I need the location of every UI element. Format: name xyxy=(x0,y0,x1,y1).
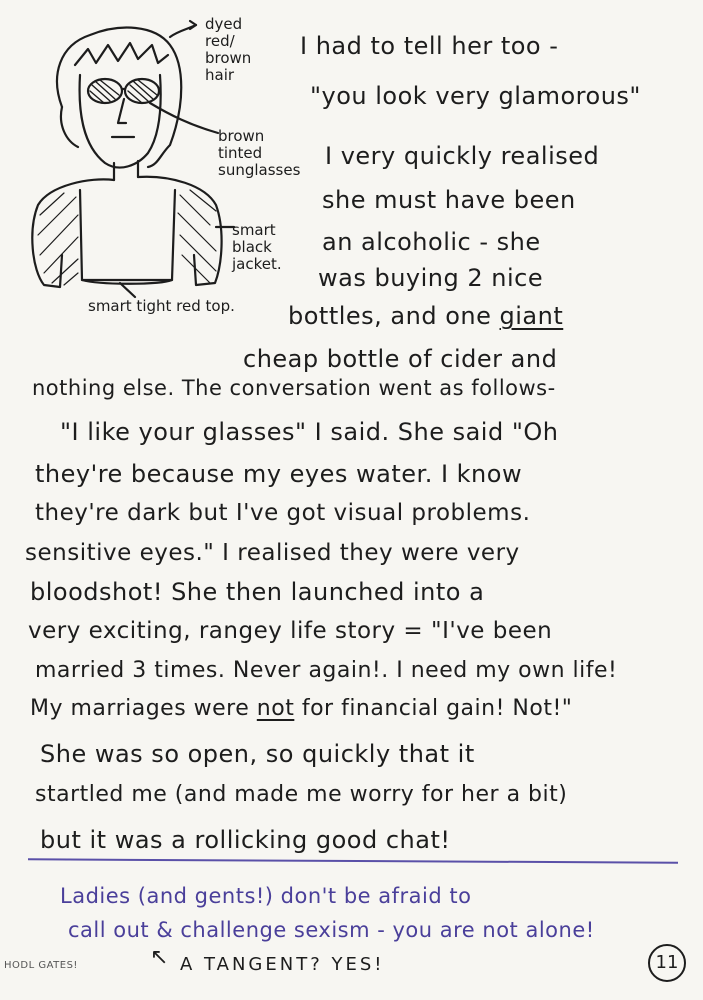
tangent-arrow-icon: ↖ xyxy=(150,945,169,970)
underlined-not: not xyxy=(256,696,295,721)
page-number: 11 xyxy=(648,944,686,982)
text-line-15: very exciting, rangey life story = "I've been xyxy=(28,618,553,644)
text-line-12: they're dark but I've got visual problems. xyxy=(35,500,531,526)
jacket-outline xyxy=(32,179,114,287)
text-line-7 xyxy=(288,302,563,330)
text-line-17-a: My marriages were xyxy=(30,696,250,721)
text-line-3: I very quickly realised xyxy=(325,142,600,170)
divider-line xyxy=(28,858,678,863)
text-line-8: cheap bottle of cider and xyxy=(243,345,558,373)
underlined-giant: giant xyxy=(499,302,564,330)
text-line-18: She was so open, so quickly that it xyxy=(40,740,475,768)
text-line-10: "I like your glasses" I said. She said "Oh xyxy=(60,418,559,446)
footer-line-1: Ladies (and gents!) don't be afraid to xyxy=(60,884,472,908)
hair-fringe xyxy=(75,43,168,65)
text-line-17 xyxy=(30,696,572,721)
text-line-9: nothing else. The conversation went as follows- xyxy=(32,376,556,400)
text-line-17-b: for financial gain! Not!" xyxy=(301,696,573,721)
text-line-6: was buying 2 nice xyxy=(318,264,544,292)
text-line-7-a: bottles, and one xyxy=(288,302,492,330)
tangent-note: A TANGENT? YES! xyxy=(180,954,385,975)
text-line-16: married 3 times. Never again!. I need my own life! xyxy=(35,658,618,683)
stamp-text: HODL GATES! xyxy=(4,960,78,971)
top-outline xyxy=(80,190,175,280)
jacket-label: smart black jacket. xyxy=(232,221,282,273)
text-line-13: sensitive eyes." I realised they were very xyxy=(25,540,520,566)
text-line-14: bloodshot! She then launched into a xyxy=(30,578,485,606)
text-line-4: she must have been xyxy=(322,186,576,214)
text-line-20: but it was a rollicking good chat! xyxy=(40,826,451,854)
hair-label: dyed red/ brown hair xyxy=(205,15,252,84)
text-line-19: startled me (and made me worry for her a bit) xyxy=(35,782,568,807)
top-label: smart tight red top. xyxy=(88,297,235,315)
text-line-11: they're because my eyes water. I know xyxy=(35,460,523,488)
text-line-1: I had to tell her too - xyxy=(300,32,559,60)
footer-line-2: call out & challenge sexism - you are not alone! xyxy=(68,918,595,942)
glasses-label: brown tinted sunglasses xyxy=(218,127,301,179)
text-line-2: "you look very glamorous" xyxy=(310,82,641,110)
text-line-5: an alcoholic - she xyxy=(322,228,541,256)
